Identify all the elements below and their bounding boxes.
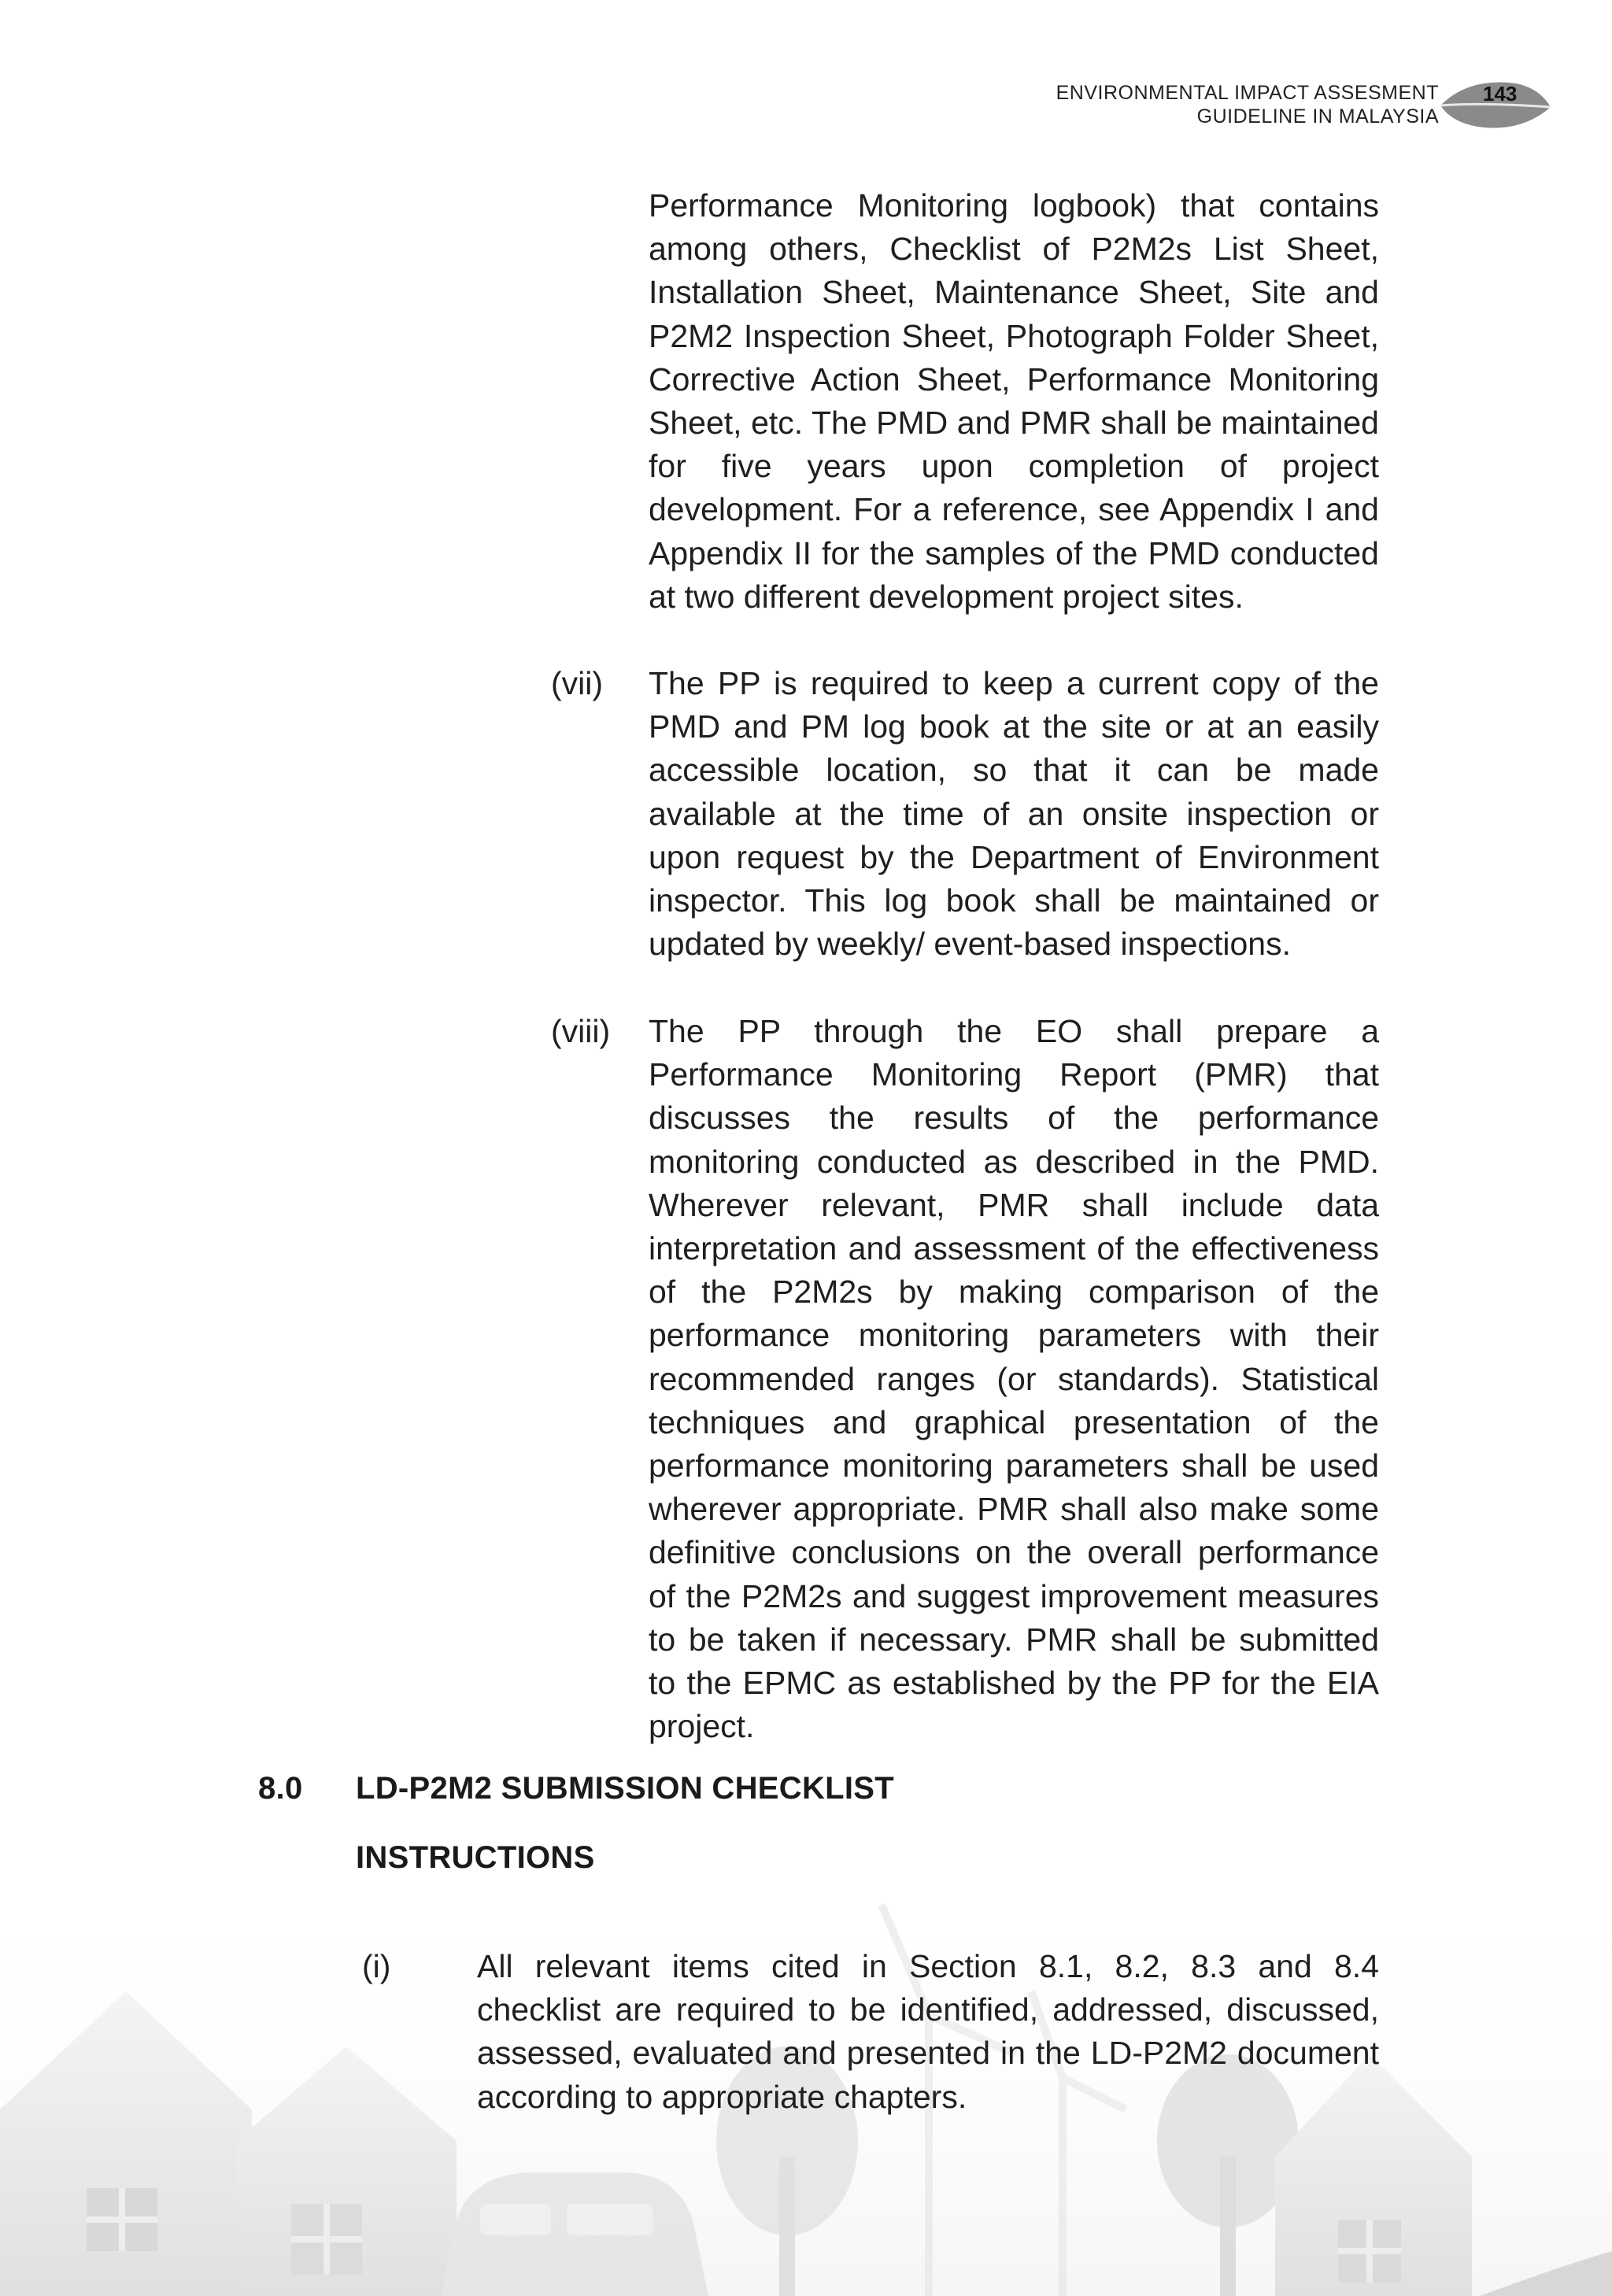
instruction-numeral: (i) xyxy=(362,1948,391,1984)
section-subtitle: INSTRUCTIONS xyxy=(356,1840,595,1875)
continued-paragraph: Performance Monitoring logbook) that contains among others, Checklist of P2M2s List Sheet, Installation Sheet, Maintenance Sheet, Site and P2M2 Inspection Sheet, Photograph Folder Sheet, Corrective Action Sheet, Performance Monitoring Sheet, etc. The PMD and PMR shall be maintained for five years upon completion of project development. For a reference, see Appendix I and Appendix II for the samples of the PMD conducted at two different development project sites. xyxy=(649,187,1379,615)
header-title-line1: ENVIRONMENTAL IMPACT ASSESMENT xyxy=(1056,82,1439,104)
list-item-text: The PP is required to keep a current copy of the PMD and PM log book at the site or at an easily accessible location, so that it can be made available at the time of an onsite inspection or upon request by the Department of Environment inspector. This log book shall be maintained or updated by weekly/ event-based inspections. xyxy=(649,665,1379,963)
page-number: 143 xyxy=(1483,82,1518,105)
section-number: 8.0 xyxy=(258,1771,303,1806)
header-title-line2: GUIDELINE IN MALAYSIA xyxy=(1196,105,1439,128)
section-title: LD-P2M2 SUBMISSION CHECKLIST xyxy=(356,1771,895,1806)
list-item-numeral: (viii) xyxy=(551,1013,611,1049)
list-item-text: The PP through the EO shall prepare a Performance Monitoring Report (PMR) that discusses the results of the performance monitoring conducted as described in the PMD. Wherever relevant, PMR shall include data interpretation and assessment of the effectiveness of the P2M2s by making comparison of the performance monitoring parameters with their recommended ranges (or standards). Statistical techniques and graphical presentation of the performance monitoring parameters shall be used wherever appropriate. PMR shall also make some definitive conclusions on the overall performance of the P2M2s and suggest improvement measures to be taken if necessary. PMR shall be submitted to the EPMC as established by the PP for the EIA project. xyxy=(649,1013,1379,1745)
list-item-numeral: (vii) xyxy=(551,665,604,701)
instruction-text: All relevant items cited in Section 8.1, 8.2, 8.3 and 8.4 checklist are required to be identified, addressed, discussed, assessed, evaluated and presented in the LD-P2M2 document according to appropriate chapters. xyxy=(477,1948,1379,2115)
